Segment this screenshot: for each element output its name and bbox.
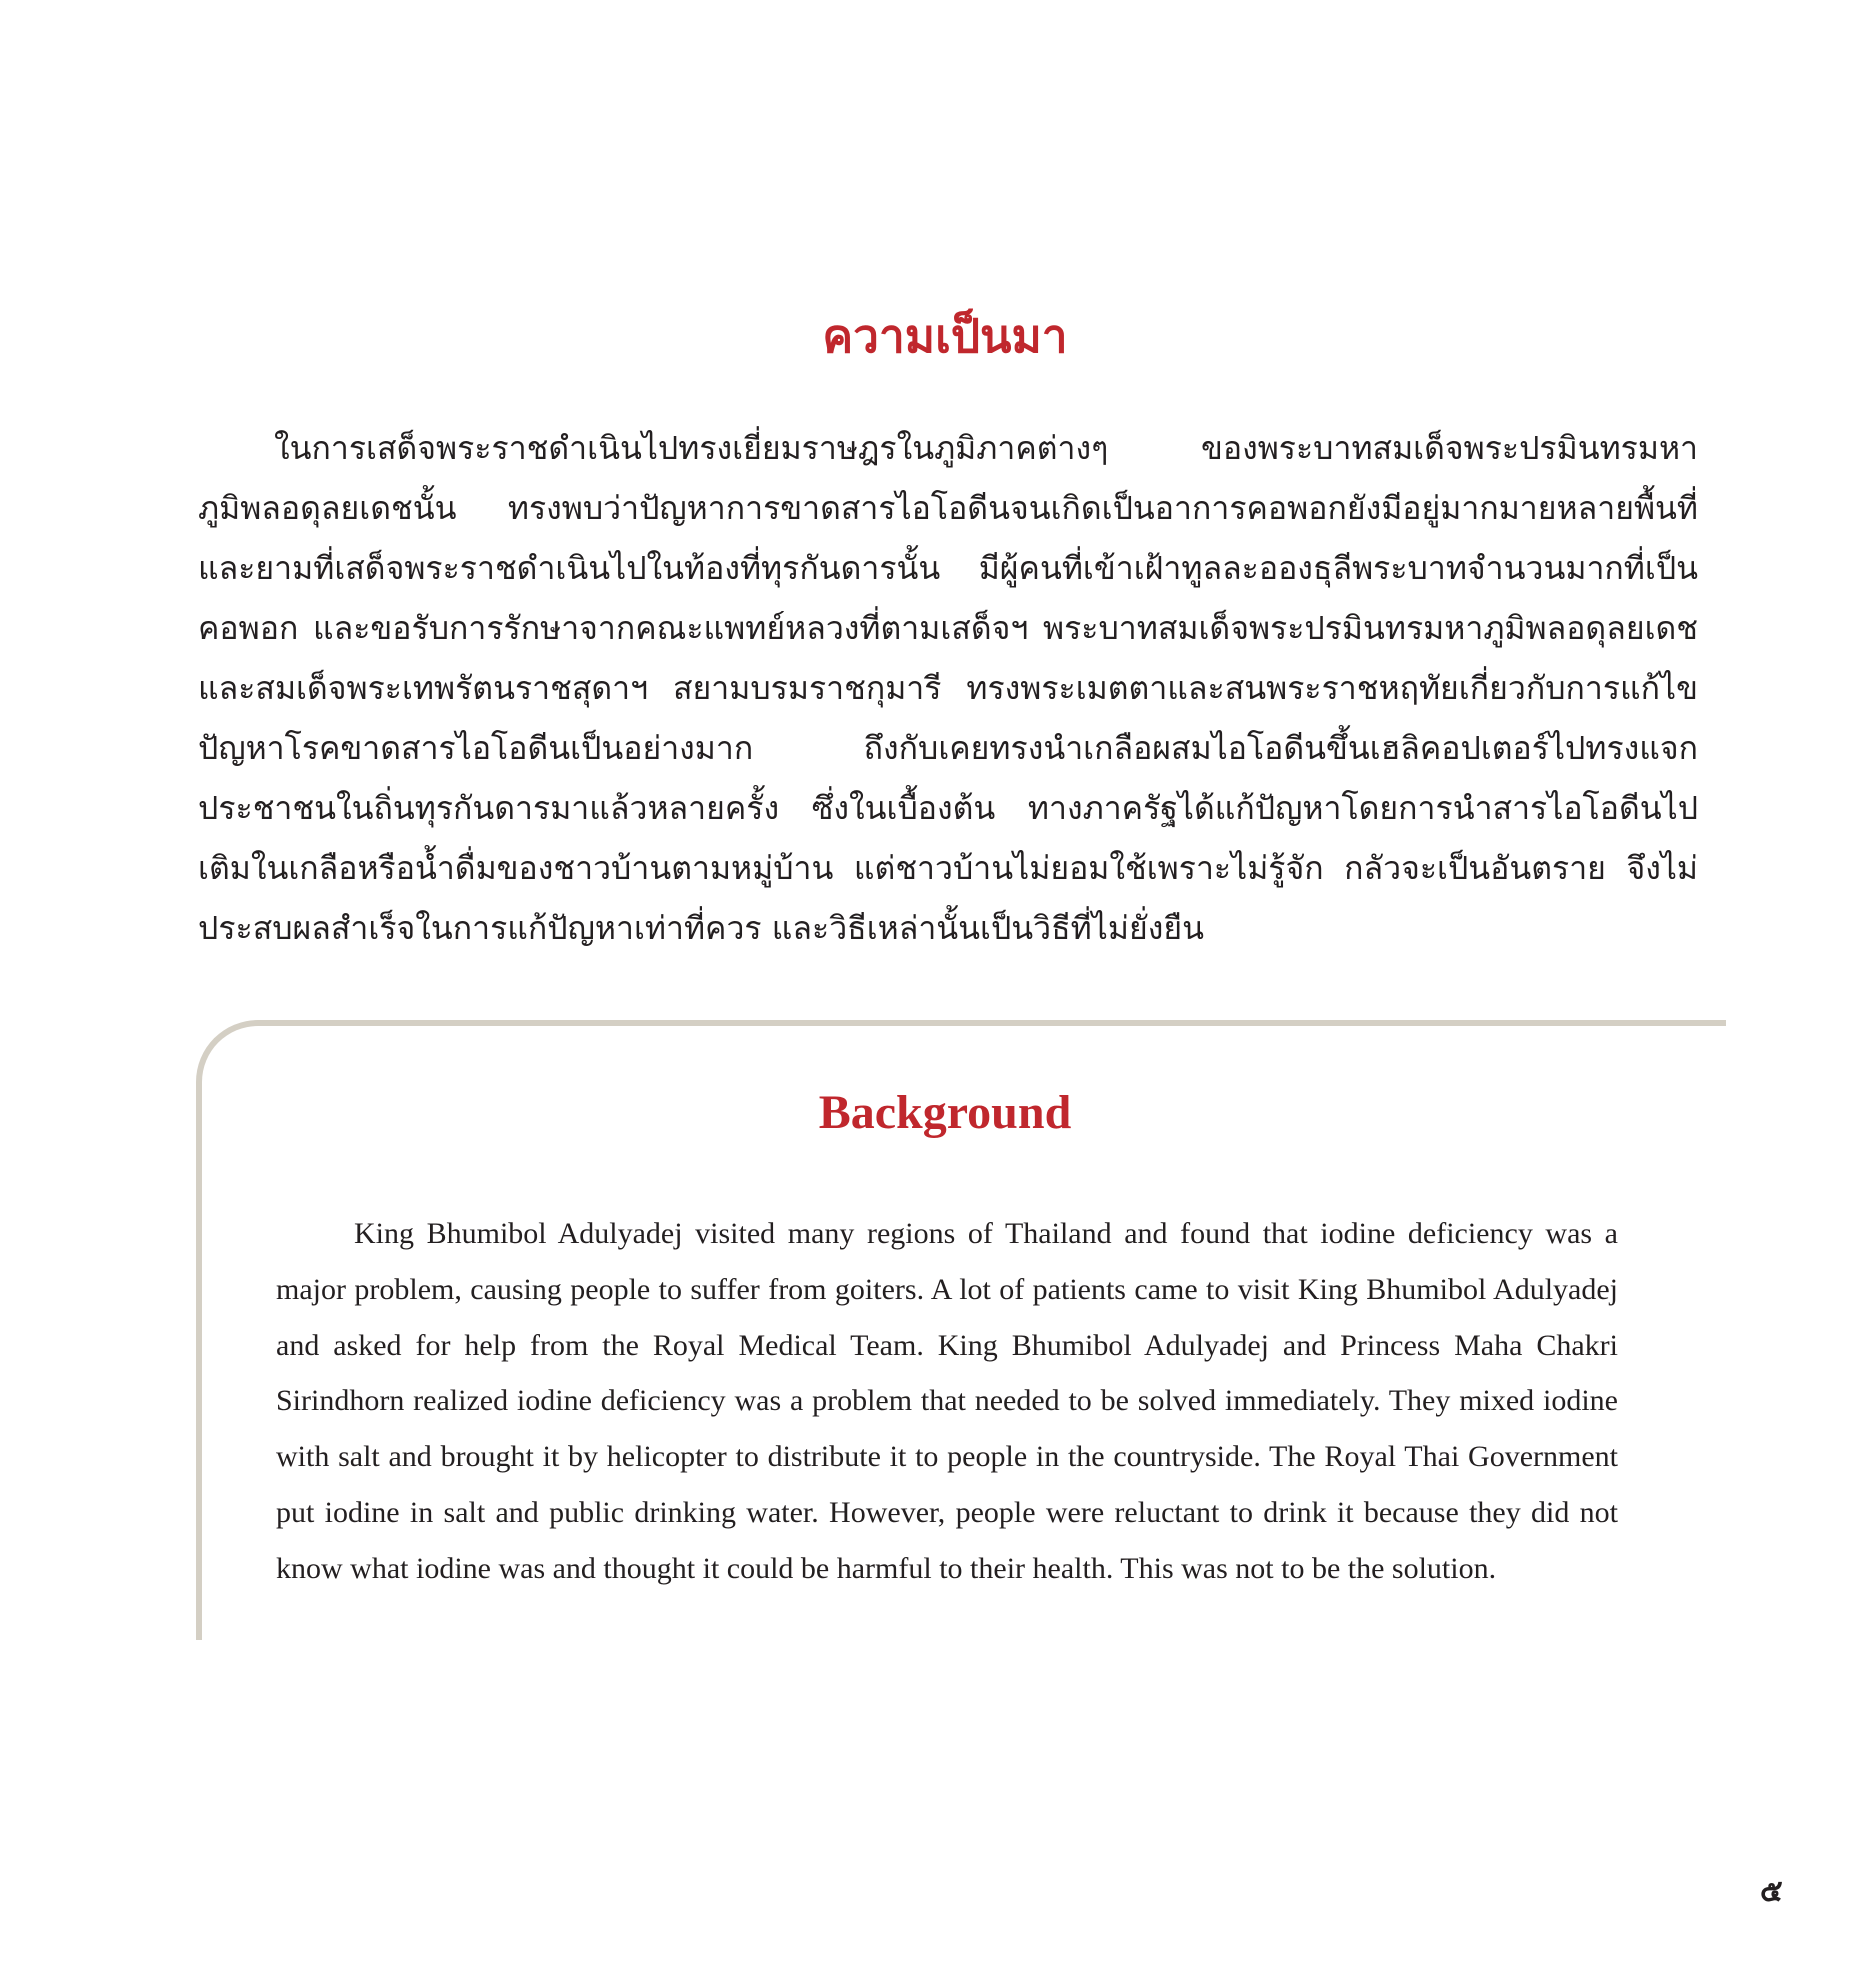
english-section-title: Background bbox=[818, 1086, 1072, 1139]
page-number: ๕ bbox=[1760, 1874, 1783, 1909]
english-section-paragraph: King Bhumibol Adulyadej visited many regions of Thailand and found that iodine deficiency was a major problem, causing people to suffer from goiters. A lot of patients came to visit King Bhumibol Adulyadej and asked for help from the Royal Medical Team. King Bhumibol Adulyadej and Princess Maha Chakri Sirindhorn realized iodine deficiency was a problem that needed to be solved immediately. They mixed iodine with salt and brought it by helicopter to distribute it to people in the countryside. The Royal Thai Government put iodine in salt and public drinking water. However, people were reluctant to drink it because they did not know what iodine was and thought it could be harmful to their health. This was not to be the solution. bbox=[276, 1217, 1618, 1585]
thai-section-title: ความเป็นมา bbox=[822, 309, 1068, 363]
thai-section-paragraph: ในการเสด็จพระราชดำเนินไปทรงเยี่ยมราษฎรในภูมิภาคต่างๆ ของพระบาทสมเด็จพระปรมินทรมหาภูมิพลอดุลยเดชนั้น ทรงพบว่าปัญหาการขาดสารไอโอดีนจนเกิดเป็นอาการคอพอกยังมีอยู่มากมายหลายพื้นที่ และยามที่เสด็จพระราชดำเนินไปในท้องที่ทุรกันดารนั้น มีผู้คนที่เข้าเฝ้าทูลละอองธุลีพระบาทจำนวนมากที่เป็นคอพอก และขอรับการรักษาจากคณะแพทย์หลวงที่ตามเสด็จฯ พระบาทสมเด็จพระปรมินทรมหาภูมิพลอดุลยเดชและสมเด็จพระเทพรัตนราชสุดาฯ สยามบรมราชกุมารี ทรงพระเมตตาและสนพระราชหฤทัยเกี่ยวกับการแก้ไขปัญหาโรคขาดสารไอโอดีนเป็นอย่างมาก ถึงกับเคยทรงนำเกลือผสมไอโอดีนขึ้นเฮลิคอปเตอร์ไปทรงแจกประชาชนในถิ่นทุรกันดารมาแล้วหลายครั้ง ซึ่งในเบื้องต้น ทางภาครัฐได้แก้ปัญหาโดยการนำสารไอโอดีนไปเติมในเกลือหรือน้ำดื่มของชาวบ้านตามหมู่บ้าน แต่ชาวบ้านไม่ยอมใช้เพราะไม่รู้จัก กลัวจะเป็นอันตราย จึงไม่ประสบผลสำเร็จในการแก้ปัญหาเท่าที่ควร และวิธีเหล่านั้นเป็นวิธีที่ไม่ยั่งยืน bbox=[198, 429, 1698, 947]
